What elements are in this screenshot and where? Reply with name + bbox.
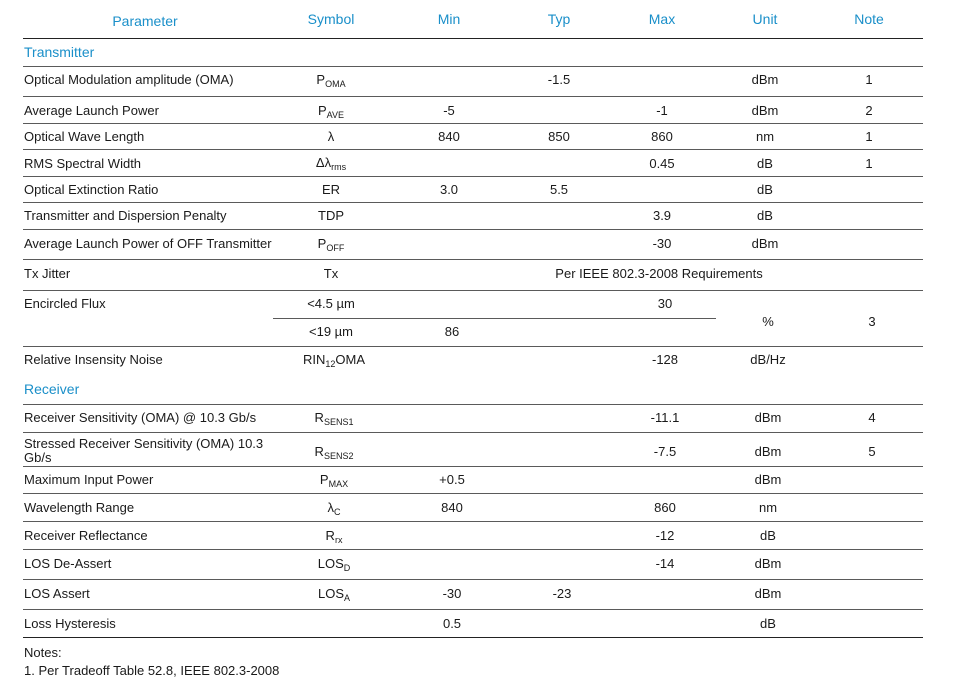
- header-note: Note: [854, 11, 884, 27]
- divider: [23, 96, 923, 97]
- row-max: -7.5: [653, 444, 677, 459]
- row-param: Maximum Input Power: [24, 472, 154, 487]
- row-param: Loss Hysteresis: [24, 616, 116, 631]
- row-note: 2: [865, 103, 873, 118]
- divider: [23, 176, 923, 177]
- divider: [23, 521, 923, 522]
- divider: [23, 493, 923, 494]
- row-unit: dBm: [751, 236, 779, 251]
- row-note: 1: [865, 72, 873, 87]
- row-min: 840: [441, 500, 463, 515]
- row-max: -14: [655, 556, 675, 571]
- row-note: 5: [868, 444, 876, 459]
- divider: [23, 202, 923, 203]
- row-max: -12: [655, 528, 675, 543]
- row-unit: nm: [755, 129, 775, 144]
- divider: [23, 123, 923, 124]
- row-note: 4: [868, 410, 876, 425]
- row-max: -128: [651, 352, 679, 367]
- divider: [23, 259, 923, 260]
- row-symbol: $P_{MAX}$: [319, 472, 349, 489]
- row-symbol: <4.5 µm: [307, 296, 355, 311]
- header-max: Max: [648, 11, 676, 27]
- row-unit: dBm: [751, 72, 779, 87]
- row-unit: dBm: [754, 586, 782, 601]
- row-symbol: <19 µm: [309, 324, 353, 339]
- row-unit: %: [762, 314, 774, 329]
- row-note: 1: [865, 156, 873, 171]
- row-min: -30: [442, 586, 462, 601]
- divider: [23, 432, 923, 433]
- row-unit: dBm: [754, 556, 782, 571]
- row-symbol: ER: [321, 182, 341, 197]
- row-param: Optical Modulation amplitude (OMA): [24, 72, 234, 87]
- row-unit: nm: [758, 500, 778, 515]
- row-symbol: $\Delta\lambda_{rms}$: [315, 155, 347, 172]
- row-symbol: λ: [327, 129, 335, 144]
- row-note: 1: [865, 129, 873, 144]
- row-max: -1: [656, 103, 668, 118]
- row-max: 860: [654, 500, 676, 515]
- row-param: Stressed Receiver Sensitivity (OMA) 10.3 Gb/s: [24, 436, 264, 465]
- divider: [23, 549, 923, 550]
- row-typ: 5.5: [549, 182, 569, 197]
- row-max: 3.9: [652, 208, 672, 223]
- row-max: -30: [652, 236, 672, 251]
- row-unit: dBm: [754, 444, 782, 459]
- row-param: Tx Jitter: [24, 266, 71, 281]
- row-symbol: $P_{AVE}$: [317, 103, 345, 120]
- row-param: LOS Assert: [24, 586, 90, 601]
- row-symbol: $R_{SENS1}$: [314, 410, 354, 427]
- row-typ: -1.5: [547, 72, 571, 87]
- header-typ: Typ: [547, 11, 571, 27]
- row-param: Optical Extinction Ratio: [24, 182, 159, 197]
- row-min: -5: [443, 103, 455, 118]
- row-param: Relative Insensity Noise: [24, 352, 163, 367]
- note-1: 1. Per Tradeoff Table 52.8, IEEE 802.3-2008: [24, 663, 280, 678]
- divider: [23, 38, 923, 39]
- row-unit: dB: [760, 528, 776, 543]
- row-param: Transmitter and Dispersion Penalty: [24, 208, 227, 223]
- divider: [23, 149, 923, 150]
- row-unit: dB: [757, 156, 773, 171]
- divider: [23, 346, 923, 347]
- divider: [23, 404, 923, 405]
- row-max: -11.1: [650, 410, 680, 425]
- header-parameter: Parameter: [112, 13, 178, 29]
- divider: [23, 637, 923, 638]
- row-unit: dBm: [754, 410, 782, 425]
- row-min: +0.5: [439, 472, 465, 487]
- row-min: 3.0: [439, 182, 459, 197]
- row-param: Receiver Reflectance: [24, 528, 148, 543]
- section-receiver: Receiver: [24, 381, 80, 397]
- divider: [23, 579, 923, 580]
- header-min: Min: [437, 11, 461, 27]
- row-typ: -23: [552, 586, 572, 601]
- row-param: Optical Wave Length: [24, 129, 145, 144]
- row-unit: dB: [760, 616, 776, 631]
- row-param: Wavelength Range: [24, 500, 135, 515]
- row-unit: dB: [757, 182, 773, 197]
- divider: [23, 66, 923, 67]
- section-transmitter: Transmitter: [24, 44, 95, 60]
- row-symbol: Tx: [323, 266, 339, 281]
- row-min: 0.5: [442, 616, 462, 631]
- row-max: 30: [657, 296, 673, 311]
- notes-title: Notes:: [24, 645, 62, 660]
- row-symbol: $RIN_{12}OMA$: [302, 352, 366, 369]
- row-max: 860: [651, 129, 673, 144]
- row-param: Average Launch Power: [24, 103, 159, 118]
- row-param: LOS De-Assert: [24, 556, 112, 571]
- row-typ: 850: [548, 129, 570, 144]
- row-max: 0.45: [649, 156, 675, 171]
- row-symbol: $\lambda_C$: [327, 500, 341, 517]
- row-unit: dB: [757, 208, 773, 223]
- row-min: 840: [438, 129, 460, 144]
- header-unit: Unit: [752, 11, 778, 27]
- row-unit: dB/Hz: [750, 352, 786, 367]
- row-spanned-value: Per IEEE 802.3-2008 Requirements: [555, 266, 763, 281]
- row-param: Encircled Flux: [24, 296, 106, 311]
- divider: [273, 318, 716, 319]
- row-symbol: $P_{OMA}$: [316, 72, 346, 89]
- row-symbol: $LOS_A$: [317, 586, 351, 603]
- divider: [23, 466, 923, 467]
- divider: [23, 290, 923, 291]
- row-note: 3: [868, 314, 876, 329]
- row-symbol: $R_{rx}$: [325, 528, 343, 545]
- divider: [23, 229, 923, 230]
- divider: [23, 609, 923, 610]
- row-unit: dBm: [751, 103, 779, 118]
- row-symbol: $P_{OFF}$: [317, 236, 345, 253]
- row-symbol: TDP: [318, 208, 344, 223]
- row-min: 86: [444, 324, 460, 339]
- row-param: Average Launch Power of OFF Transmitter: [24, 236, 272, 251]
- header-symbol: Symbol: [307, 11, 355, 27]
- row-param: RMS Spectral Width: [24, 156, 142, 171]
- row-param: Receiver Sensitivity (OMA) @ 10.3 Gb/s: [24, 410, 257, 425]
- row-symbol: $LOS_D$: [317, 556, 351, 573]
- row-unit: dBm: [754, 472, 782, 487]
- row-symbol: $R_{SENS2}$: [314, 444, 354, 461]
